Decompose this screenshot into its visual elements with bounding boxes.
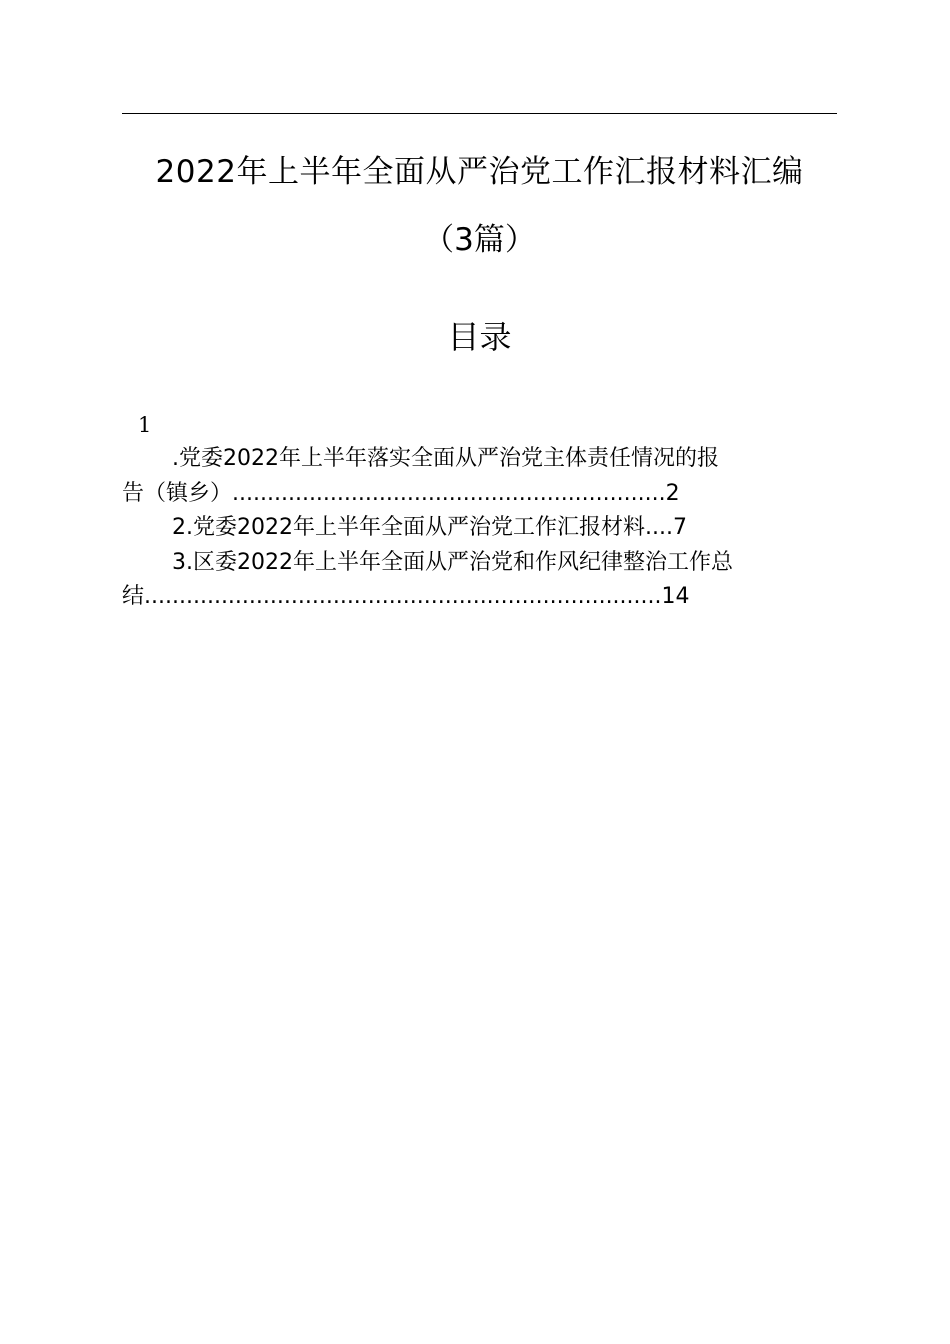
toc-heading: 目录 xyxy=(447,318,512,356)
toc-entry-1-title-cont: 告（镇乡） xyxy=(122,480,233,506)
document-subtitle: （3篇） xyxy=(423,222,536,258)
header-rule xyxy=(122,113,837,114)
toc-list-marker: 1 xyxy=(138,413,152,437)
toc-entry-3-title-cont: 结 xyxy=(122,584,145,609)
toc-entry-1-line2[interactable] xyxy=(122,477,837,512)
document-title: 2022年上半年全面从严治党工作汇报材料汇编 xyxy=(155,154,804,190)
toc-entry-2-page: 7 xyxy=(672,515,687,540)
toc-entry-3-leader: .......................................................................... xyxy=(144,584,662,609)
toc-entry-3-title: 3.区委2022年上半年全面从严治党和作风纪律整治工作总 xyxy=(172,549,733,575)
toc-entry-3-line2[interactable] xyxy=(122,580,837,615)
toc-entry-1-line1[interactable] xyxy=(122,442,837,477)
toc-entry-1-leader: .............................................................. xyxy=(232,480,666,506)
toc-entry-1-page: 2 xyxy=(665,480,680,506)
table-of-contents xyxy=(122,442,837,615)
toc-entry-1-title: .党委2022年上半年落实全面从严治党主体责任情况的报 xyxy=(172,446,719,471)
toc-entry-3-page: 14 xyxy=(661,584,690,609)
toc-entry-2-line1[interactable] xyxy=(122,511,837,546)
toc-entry-2-title: 2.党委2022年上半年全面从严治党工作汇报材料.... xyxy=(172,515,673,540)
toc-entry-3-line1[interactable] xyxy=(122,546,837,581)
